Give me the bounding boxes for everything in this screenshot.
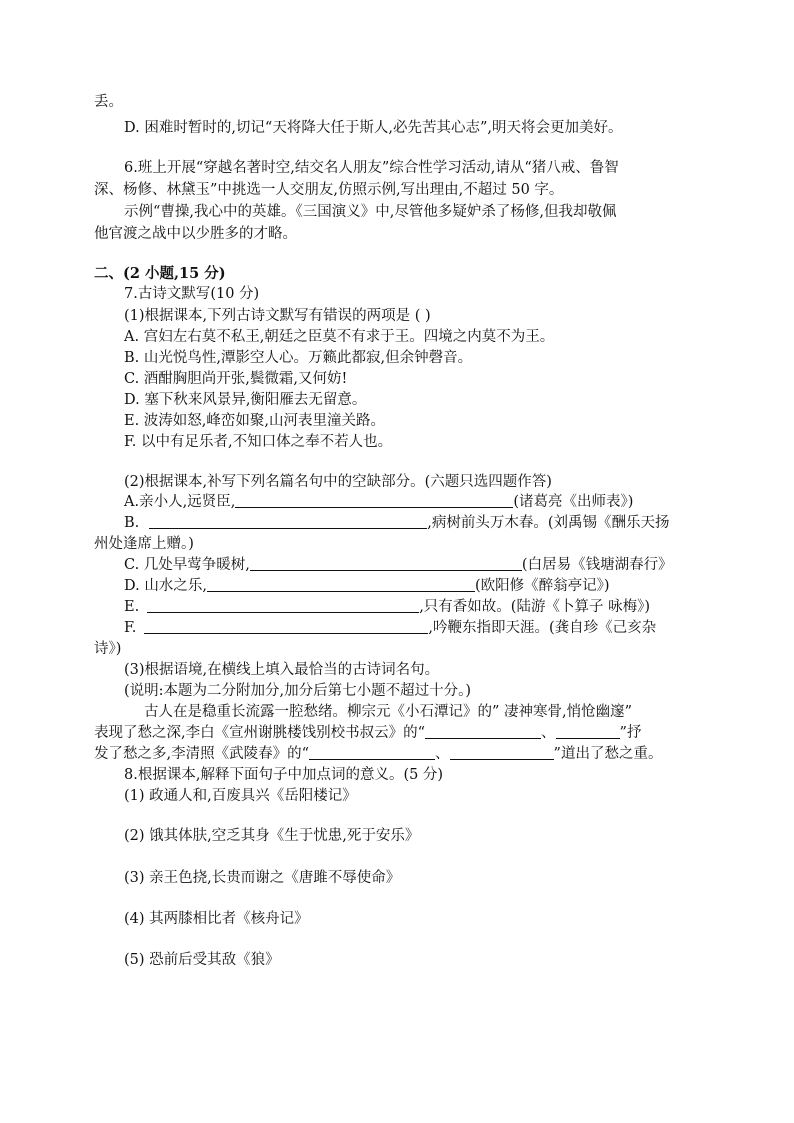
blank-c[interactable]: [250, 555, 522, 571]
q6-example-line-2: 他官渡之战中以少胜多的才略。: [94, 226, 297, 242]
q7-part1-option-b: B. 山光悦鸟性,潭影空人心。万籁此都寂,但余钟磬音。: [124, 350, 473, 366]
q7-part1-option-a: A. 宫妇左右莫不私王,朝廷之臣莫不有求于王。四境之内莫不为王。: [124, 329, 555, 345]
q8-item-1: (1) 政通人和,百废具兴《岳阳楼记》: [124, 788, 357, 804]
q5-continuation: 丢。: [94, 94, 123, 110]
blank-e[interactable]: [147, 597, 419, 613]
q6-line-1: 6.班上开展“穿越名著时空,结交名人朋友”综合性学习活动,请从“猪八戒、鲁智: [124, 160, 619, 176]
q7-part2-item-d: [124, 576, 610, 596]
part3-line3-sep: 、: [435, 746, 450, 762]
q8-item-3: (3) 亲王色挠,长贵而谢之《唐雎不辱使命》: [124, 870, 401, 886]
item-a-source: (诸葛亮《出师表》): [513, 494, 634, 510]
q7-title: 7.古诗文默写(10 分): [124, 286, 260, 302]
blank-libai-1[interactable]: [425, 723, 541, 739]
q8-item-5: (5) 恐前后受其敌《狼》: [124, 952, 280, 968]
q7-part3-line-2: [94, 723, 641, 743]
blank-f[interactable]: [144, 618, 428, 634]
q7-part2-item-e: [124, 597, 650, 617]
q7-part1-option-c: C. 酒酣胸胆尚开张,鬓微霜,又何妨!: [124, 371, 348, 387]
q7-part1-option-d: D. 塞下秋来风景异,衡阳雁去无留意。: [124, 392, 367, 408]
q8-item-2: (2) 饿其体肤,空乏其身《生于忧患,死于安乐》: [124, 828, 420, 844]
q7-part2-item-a: [124, 492, 633, 512]
q6-line-2: 深、杨修、林黛玉”中挑选一人交朋友,仿照示例,写出理由,不超过 50 字。: [94, 182, 564, 198]
q6-example-line-1: 示例“曹操,我心中的英雄。《三国演义》中,尽管他多疑妒杀了杨修,但我却敬佩: [124, 204, 617, 220]
item-b-text: ,病树前头万木春。(刘禹锡《酬乐天扬: [427, 515, 670, 531]
blank-liqingzhao-2[interactable]: [450, 744, 554, 760]
q7-part2-item-c: [124, 555, 673, 575]
item-a-text: A.亲小人,远贤臣,: [124, 494, 236, 510]
q7-part3-prompt: (3)根据语境,在横线上填入最恰当的古诗词名句。: [124, 662, 440, 678]
q8-title: 8.根据课本,解释下面句子中加点词的意义。(5 分): [124, 767, 444, 783]
q7-part3-note: (说明:本题为二分附加分,加分后第七小题不超过十分。): [124, 683, 472, 699]
item-e-text: ,只有香如故。(陆游《卜算子 咏梅》): [419, 599, 650, 615]
section-2-title: 二、(2 小题,15 分): [94, 265, 226, 282]
item-d-text: D. 山水之乐,: [124, 578, 207, 594]
part3-line2-sep: 、: [541, 725, 556, 741]
blank-d[interactable]: [207, 576, 475, 592]
q7-part3-line-3: [94, 744, 662, 764]
q5-option-d: D. 困难时暂时的,切记“天将降大任于斯人,必先苦其心志”,明天将会更加美好。: [124, 120, 623, 136]
item-c-source: (白居易《钱塘湖春行》: [521, 557, 673, 573]
q7-part1-option-e: E. 波涛如怒,峰峦如聚,山河表里潼关路。: [124, 413, 386, 429]
blank-liqingzhao-1[interactable]: [309, 744, 435, 760]
item-e-label: E.: [124, 599, 140, 615]
part3-line2-end: ”抒: [619, 725, 642, 741]
q7-part2-item-f: [124, 618, 656, 638]
q7-part2-item-f-cont: 诗》): [94, 641, 122, 657]
part3-line3-text: 发了愁之多,李清照《武陵春》的“: [94, 746, 310, 762]
item-d-source: (欧阳修《醉翁亭记》): [474, 578, 610, 594]
blank-libai-2[interactable]: [556, 723, 620, 739]
q7-part2-prompt: (2)根据课本,补写下列名篇名句中的空缺部分。(六题只选四题作答): [124, 474, 552, 490]
item-f-label: F.: [124, 620, 137, 636]
item-b-label: B.: [124, 515, 140, 531]
q7-part2-item-b: [124, 513, 670, 533]
blank-b[interactable]: [149, 513, 427, 529]
part3-line3-end: ”道出了愁之重。: [553, 746, 663, 762]
item-c-text: C. 几处早莺争暖树,: [124, 557, 250, 573]
part3-line2-text: 表现了愁之深,李白《宣州谢朓楼饯别校书叔云》的“: [94, 725, 426, 741]
q8-item-4: (4) 其两膝相比者《核舟记》: [124, 911, 309, 927]
item-f-text: ,吟鞭东指即天涯。(龚自珍《己亥杂: [428, 620, 657, 636]
q7-part1-option-f: F. 以中有足乐者,不知口体之奉不若人也。: [124, 434, 393, 450]
blank-a[interactable]: [235, 492, 513, 508]
q7-part3-line-1: 古人在是稳重长流露一腔愁绪。柳宗元《小石潭记》的” 凄神寒骨,悄怆幽邃”: [144, 704, 633, 720]
q7-part1-prompt: (1)根据课本,下列古诗文默写有错误的两项是 ( ): [124, 308, 431, 324]
q7-part2-item-b-cont: 州处逢席上赠。): [94, 536, 194, 552]
